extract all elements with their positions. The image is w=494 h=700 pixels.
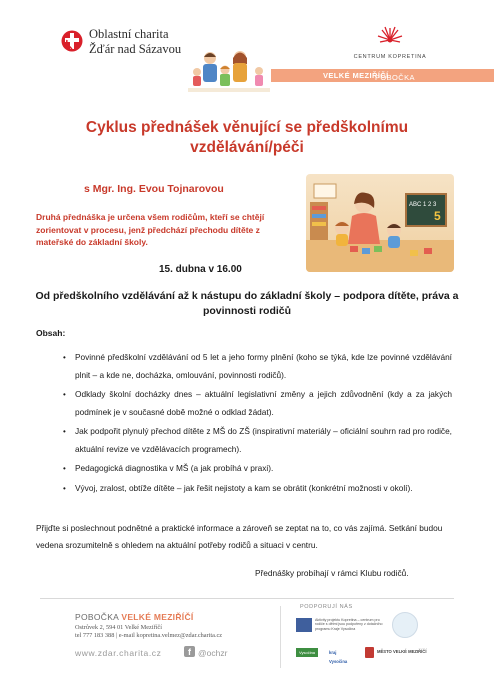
list-item <box>36 349 452 384</box>
facebook-icon[interactable]: f <box>184 646 195 657</box>
footer-divider <box>40 598 454 599</box>
supporter-text: Aktivity projektu Kopretina – centrum pro rodiče s dětmi jsou podpořeny z dotačního programu Kraje Vysočina <box>315 618 383 631</box>
bullet-icon: • <box>63 390 66 399</box>
bullet-icon: • <box>63 353 66 362</box>
list-item-text: Pedagogická diagnostika v MŠ (a jak probíhá v praxi). <box>75 463 274 473</box>
bullet-icon: • <box>63 427 66 436</box>
family-illustration <box>188 48 270 92</box>
daisy-icon <box>377 26 403 48</box>
board-text: ABC 1 2 3 <box>409 202 437 208</box>
list-item <box>36 460 452 478</box>
list-item-text: Vývoj, zralost, obtíže dítěte – jak řešit nejistoty a kam se obrátit (konkrétní možnosti v okolí). <box>75 482 413 493</box>
list-item-text: Jak podpořit plynulý přechod dítěte z MŠ do ZŠ (inspirativní materiály – oficiální souhrn rad pro rodiče, aktuální revize ve vzdělávacích programech). <box>75 426 452 454</box>
branch-banner <box>271 69 494 82</box>
kopretina-logo[interactable] <box>335 26 445 66</box>
kopretina-name: CENTRUM KOPRETINA <box>353 54 427 60</box>
bullet-icon: • <box>63 483 66 493</box>
branch-label <box>323 71 415 82</box>
footer-branch-prefix: POBOČKA <box>75 612 119 622</box>
lecture-subtitle: Od předškolního vzdělávání až k nástupu do základní školy – podpora dítěte, práva a povinnosti rodičů <box>35 290 459 317</box>
footer-address: Ostrůvek 2, 594 01 Velké Meziříčí <box>75 624 162 631</box>
list-item <box>36 480 452 498</box>
header <box>0 0 494 90</box>
support-label: PODPORUJÍ NÁS <box>300 604 353 610</box>
club-note: Přednášky probíhají v rámci Klubu rodičů. <box>255 568 409 578</box>
classroom-illustration <box>306 174 454 272</box>
website-link[interactable]: www.zdar.charita.cz <box>75 648 162 658</box>
branch-name: VELKÉ MEZIŘÍČÍ <box>323 71 389 80</box>
org-name-line1: Oblastní charita <box>89 27 169 41</box>
supporter-logo-icon <box>296 618 312 632</box>
supporter-children-logo <box>392 612 418 638</box>
event-date: 15. dubna v 16.00 <box>159 264 242 275</box>
bullet-icon: • <box>63 464 66 473</box>
footer <box>40 598 454 698</box>
charita-cross-icon <box>61 28 83 54</box>
supporter-vysocina-logo: Vysočina <box>296 648 318 657</box>
list-item <box>36 423 452 458</box>
list-item-text: Povinné předškolní vzdělávání od 5 let a jeho formy plnění (koho se týká, kde lze povinné vzdělávání plnit – a kde ne, docházka, omlouvání, povinnosti rodičů). <box>75 352 452 380</box>
org-name-line2: Žďár nad Sázavou <box>89 42 182 56</box>
board-number: 5 <box>434 209 441 223</box>
social-handle[interactable]: @ochzr <box>198 648 228 658</box>
intro-text: Druhá přednáška je určena všem rodičům, kteří se chtějí zorientovat v procesu, jenž předchází přechodu dítěte z mateřské do základní školy. <box>36 212 265 247</box>
list-item <box>36 386 452 421</box>
closing-text: Přijďte si poslechnout podnětné a praktické informace a zároveň se zeptat na to, co vás zajímá. Setkání budou vedena srozumitelně s ohledem na aktuální potřeby rodičů a situaci v centru. <box>36 523 443 550</box>
footer-branch <box>75 612 194 622</box>
branch-prefix: POBOČKA <box>375 73 415 82</box>
supporter-kraj-logo: kraj Vysočina <box>329 650 348 664</box>
contents-label: Obsah: <box>36 328 66 338</box>
speaker-line: s Mgr. Ing. Evou Tojnarovou <box>84 183 224 195</box>
footer-vertical-divider <box>280 606 281 668</box>
contents-list <box>36 349 452 499</box>
footer-branch-name: VELKÉ MEZIŘÍČÍ <box>121 612 194 622</box>
footer-contact[interactable]: tel 777 183 388 | e-mail kopretina.velmez@zdar.charita.cz <box>75 632 223 639</box>
list-item-text: Odklady školní docházky dnes – aktuální legislativní změny a jejich zdůvodnění (kdy a za jakých podmínek je v současné době možné o odklad žádat). <box>75 389 452 417</box>
page-title: Cyklus přednášek věnující se předškolnímu vzdělávání/péči <box>85 119 409 156</box>
city-crest-icon <box>365 647 374 658</box>
supporter-city-name: MĚSTO VELKÉ MEZIŘÍČÍ <box>377 649 427 654</box>
